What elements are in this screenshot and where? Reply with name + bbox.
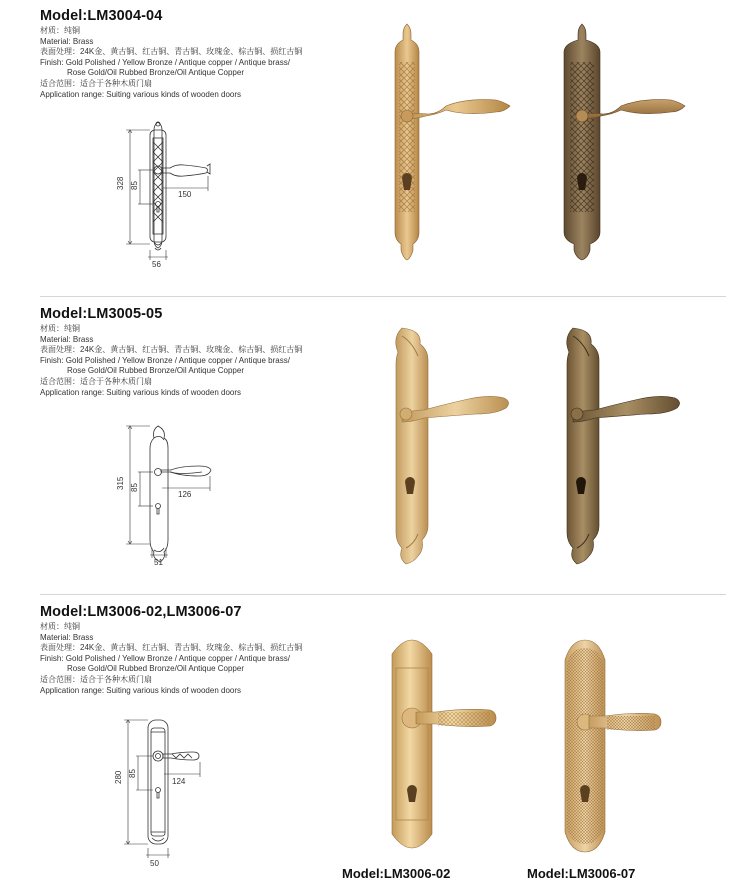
- dim-lever-2: 126: [178, 490, 192, 499]
- finish-en-2: Rose Gold/Oil Rubbed Bronze/Oil Antique Copper: [67, 664, 244, 674]
- product-photo-lm3004-gold: [380, 18, 530, 268]
- dim-height-2: 315: [116, 476, 125, 490]
- finish-en-2: Rose Gold/Oil Rubbed Bronze/Oil Antique Copper: [67, 366, 244, 376]
- technical-drawing-2: [108, 420, 228, 570]
- dim-backset-2: 85: [130, 483, 139, 492]
- material-cn: 材质：纯铜: [40, 324, 80, 333]
- product-photo-lm3005-gold: [380, 322, 530, 572]
- spec-block-1: [40, 26, 360, 100]
- range-en: Application range: Suiting various kinds of wooden doors: [40, 685, 242, 695]
- product-photo-lm3006-02: [380, 640, 530, 860]
- product-photo-lm3004-bronze: [545, 18, 695, 268]
- range-en: Application range: Suiting various kinds of wooden doors: [40, 89, 242, 99]
- dim-backset-3: 85: [128, 769, 137, 778]
- material-cn: 材质：纯铜: [40, 26, 80, 35]
- caption-lm3006-07: Model:LM3006-07: [527, 866, 636, 881]
- section-divider-2: [40, 594, 726, 595]
- finish-en-1: Finish: Gold Polished / Yellow Bronze / Antique copper / Antique brass/: [40, 355, 290, 365]
- dim-backset-1: 85: [130, 181, 139, 190]
- dim-width-3: 50: [150, 859, 159, 868]
- dim-height-1: 328: [116, 176, 125, 190]
- technical-drawing-1: [108, 118, 228, 268]
- dim-width-1: 56: [152, 260, 161, 269]
- finish-en-2: Rose Gold/Oil Rubbed Bronze/Oil Antique Copper: [67, 68, 244, 78]
- finish-cn: 表面处理：24K金、黄古铜、红古铜、青古铜、玫瑰金、棕古铜、损红古铜: [40, 345, 303, 355]
- model-title-2: Model:LM3005-05: [40, 306, 163, 322]
- dim-lever-1: 150: [178, 190, 192, 199]
- material-en: Material: Brass: [40, 334, 94, 344]
- range-cn: 适合范围：适合于各种木质门扇: [40, 376, 152, 386]
- technical-drawing-3: [108, 714, 228, 868]
- finish-cn: 表面处理：24K金、黄古铜、红古铜、青古铜、玫瑰金、棕古铜、损红古铜: [40, 643, 303, 653]
- caption-lm3006-02: Model:LM3006-02: [342, 866, 451, 881]
- range-en: Application range: Suiting various kinds of wooden doors: [40, 387, 242, 397]
- finish-cn: 表面处理：24K金、黄古铜、红古铜、青古铜、玫瑰金、棕古铜、损红古铜: [40, 47, 303, 57]
- model-title-3: Model:LM3006-02,LM3006-07: [40, 604, 242, 620]
- model-title-1: Model:LM3004-04: [40, 8, 163, 24]
- material-cn: 材质：纯铜: [40, 622, 80, 631]
- spec-block-2: [40, 324, 360, 398]
- range-cn: 适合范围：适合于各种木质门扇: [40, 78, 152, 88]
- finish-en-1: Finish: Gold Polished / Yellow Bronze / Antique copper / Antique brass/: [40, 653, 290, 663]
- dim-lever-3: 124: [172, 777, 186, 786]
- product-photo-lm3005-bronze: [545, 322, 695, 572]
- dim-width-2: 51: [154, 558, 163, 567]
- finish-en-1: Finish: Gold Polished / Yellow Bronze / Antique copper / Antique brass/: [40, 57, 290, 67]
- section-divider-1: [40, 296, 726, 297]
- product-photo-lm3006-07: [545, 640, 695, 860]
- spec-block-3: [40, 622, 360, 696]
- material-en: Material: Brass: [40, 36, 94, 46]
- dim-height-3: 280: [114, 770, 123, 784]
- material-en: Material: Brass: [40, 632, 94, 642]
- range-cn: 适合范围：适合于各种木质门扇: [40, 674, 152, 684]
